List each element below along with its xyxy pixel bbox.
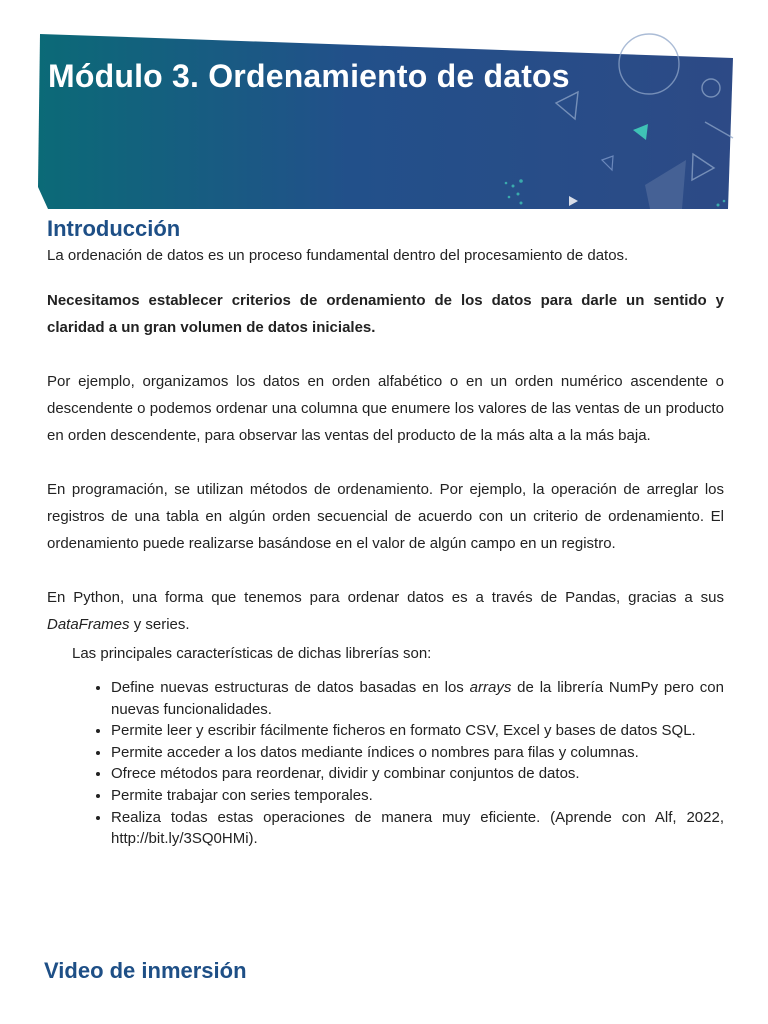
list-item: • Permite acceder a los datos mediante índices o nombres para filas y columnas. (111, 742, 724, 764)
paragraph-5-end: y series. (129, 616, 190, 633)
bullet-1-pre: Define nuevas estructuras de datos basadas en los (111, 679, 470, 696)
list-item: • Realiza todas estas operaciones de manera muy eficiente. (Aprende con Alf, 2022, http://bit.ly/3SQ0HMi). (111, 807, 724, 850)
list-item: • Ofrece métodos para reordenar, dividir y combinar conjuntos de datos. (111, 763, 724, 785)
features-list (47, 677, 724, 850)
dataframes-term: DataFrames (47, 616, 130, 633)
header-banner (0, 0, 768, 215)
video-heading: Video de inmersión (44, 958, 247, 983)
intro-paragraph-1: La ordenación de datos es un proceso fundamental dentro del procesamiento de datos. (47, 247, 629, 264)
paragraph-5-text: En Python, una forma que tenemos para ordenar datos es a través de Pandas, gracias a sus (47, 589, 724, 606)
arrays-term: arrays (469, 679, 512, 696)
intro-paragraph-3: Por ejemplo, organizamos los datos en orden alfabético o en un orden numérico ascendente o descendente o podemos ordenar una columna que enumere los valores de las ventas de un producto en orden descendente, para observar las ventas del producto de la más alta a la más baja. (47, 373, 724, 444)
banner-background (0, 0, 768, 215)
module-title: Módulo 3. Ordenamiento de datos (48, 58, 570, 94)
list-item (111, 677, 724, 720)
features-intro: Las principales características de dichas librerías son: (72, 645, 432, 662)
list-item: • Permite trabajar con series temporales. (111, 785, 724, 807)
intro-paragraph-2: Necesitamos establecer criterios de ordenamiento de los datos para darle un sentido y claridad a un gran volumen de datos iniciales. (47, 292, 724, 336)
intro-paragraph-4: En programación, se utilizan métodos de ordenamiento. Por ejemplo, la operación de arreglar los registros de una tabla en algún orden secuencial de acuerdo con un criterio de ordenamiento. El ordenamiento puede realizarse basándose en el valor de algún campo en un registro. (47, 481, 724, 552)
list-item: • Permite leer y escribir fácilmente ficheros en formato CSV, Excel y bases de datos SQL. (111, 720, 724, 742)
main-content (47, 216, 724, 850)
bullet-1-post: de la librería NumPy pero con nuevas funcionalidades. (111, 679, 724, 718)
intro-paragraph-5 (47, 584, 724, 638)
intro-heading: Introducción (47, 216, 181, 241)
